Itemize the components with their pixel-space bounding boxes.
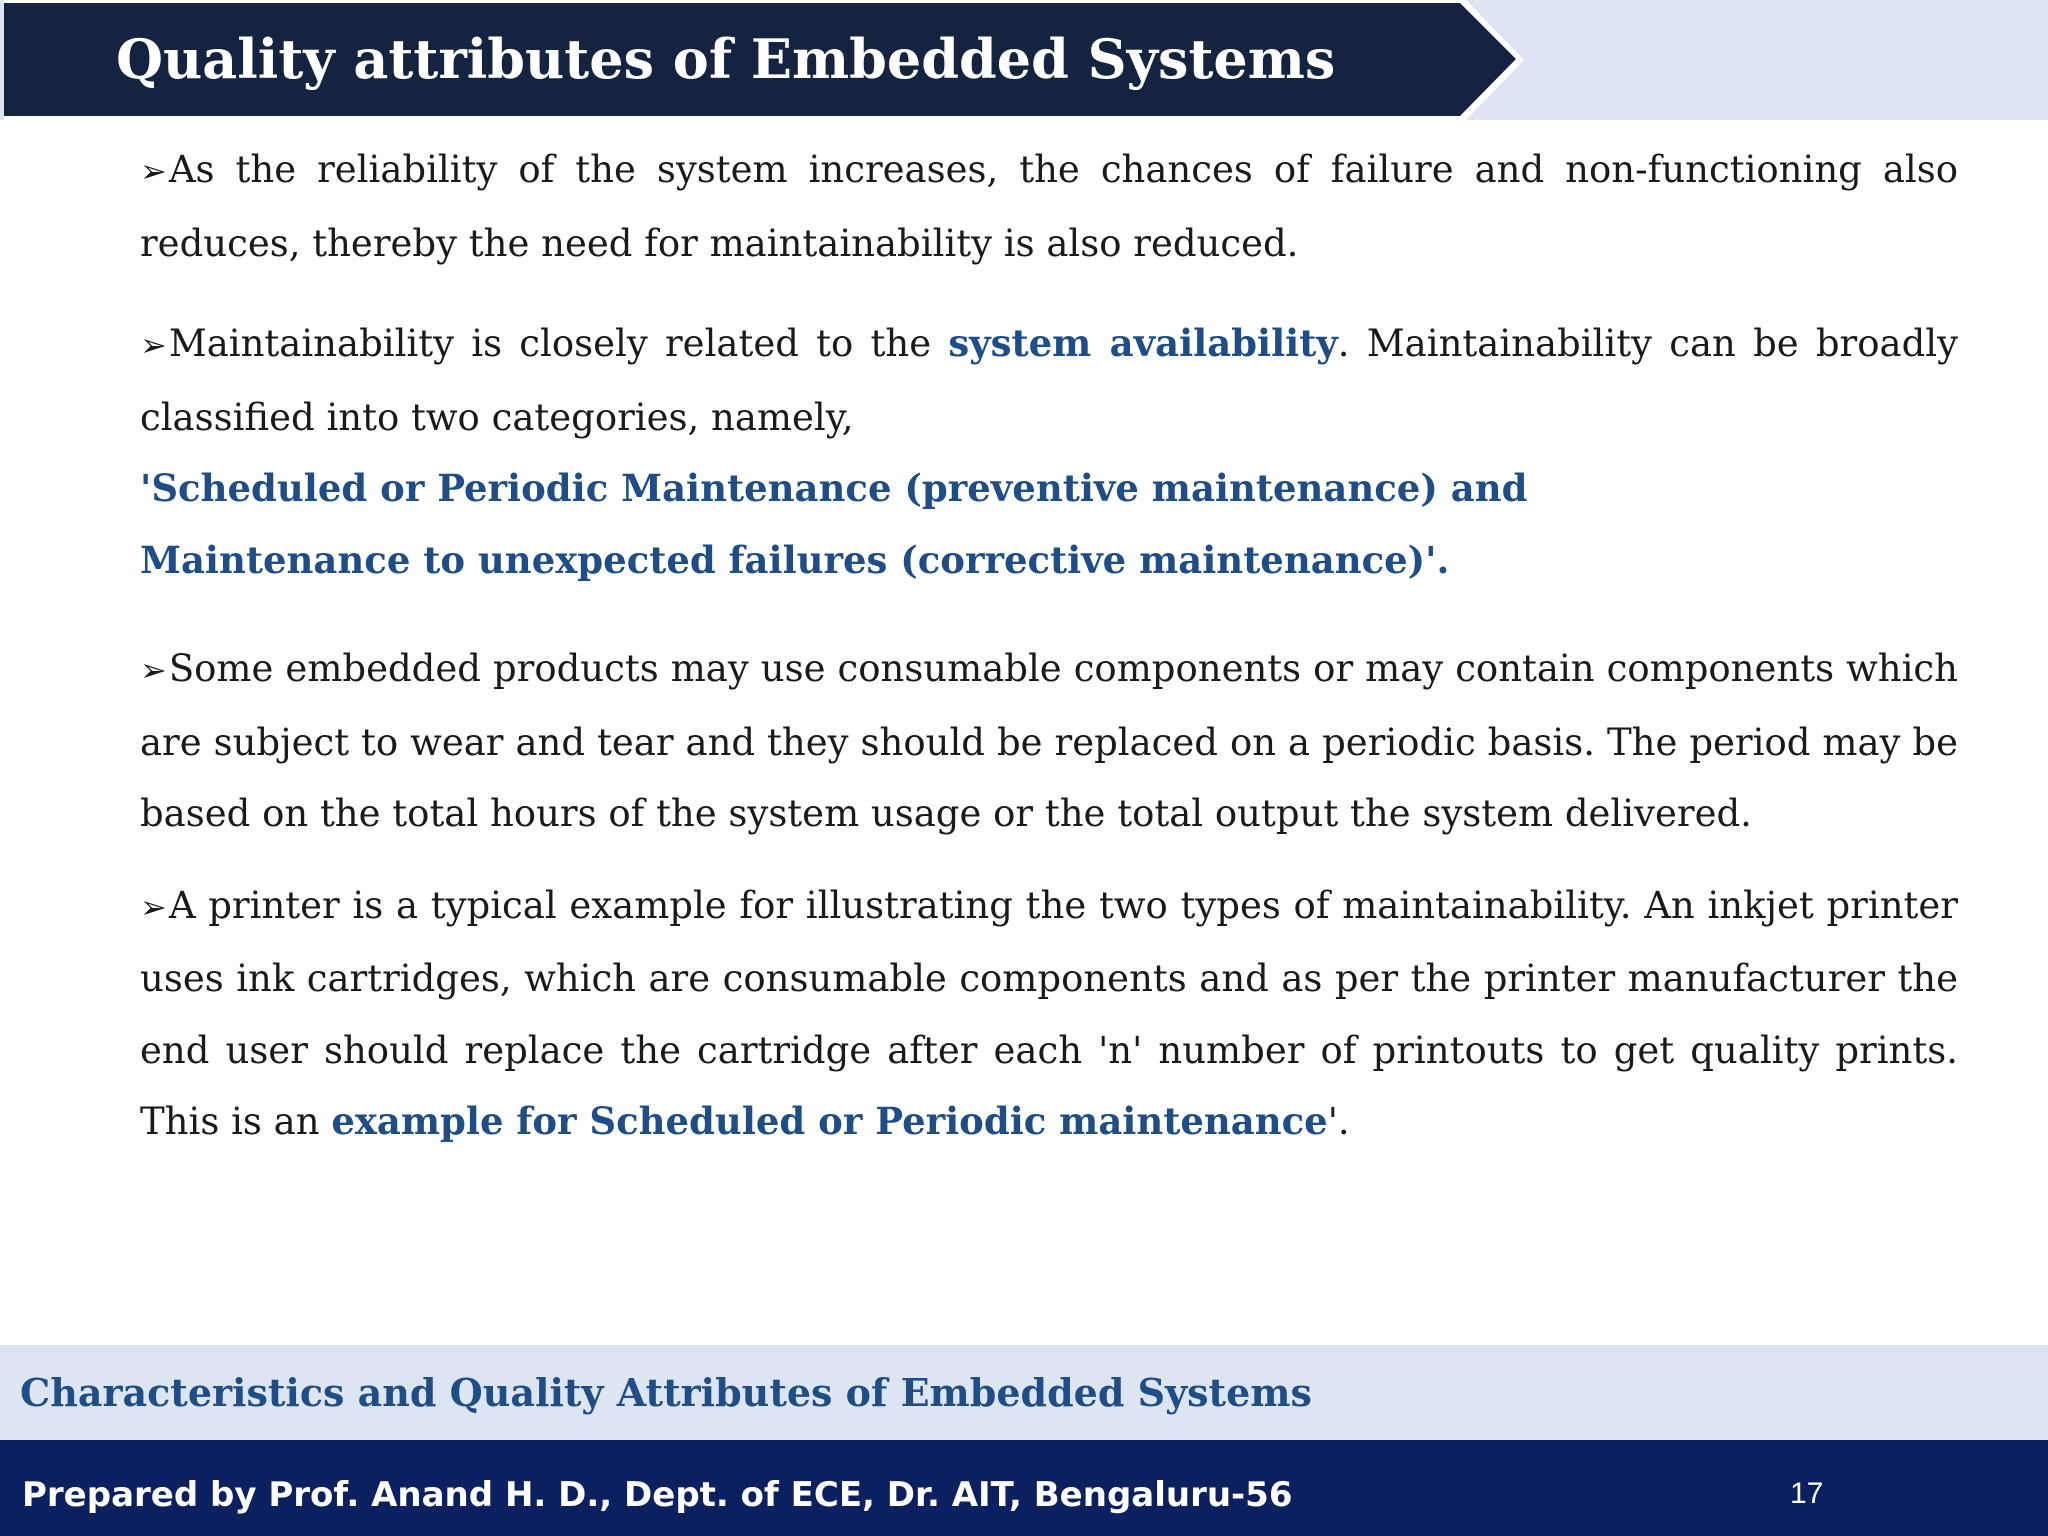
page-number: 17	[1790, 1477, 1824, 1510]
bullet-paragraph-maintainability	[140, 308, 1958, 453]
footer-subject-title: Characteristics and Quality Attributes of Embedded Systems	[20, 1370, 1312, 1415]
arrow-bullet-icon: ➢	[140, 887, 167, 926]
arrow-bullet-icon: ➢	[140, 152, 167, 190]
category-preventive-maintenance: 'Scheduled or Periodic Maintenance (preventive maintenance) and	[140, 466, 1528, 510]
bullet-paragraph-reliability	[140, 134, 1958, 279]
footer-credit: Prepared by Prof. Anand H. D., Dept. of ECE, Dr. AIT, Bengaluru-56	[22, 1475, 1293, 1515]
category-corrective-maintenance: Maintenance to unexpected failures (corrective maintenance)'.	[140, 537, 1450, 582]
paragraph-text: A printer is a typical example for illustrating the two types of maintainability. An inkjet printer uses ink cartridges, which are consumable components and as per the printer manufacturer the end user should replace the cartridge after each 'n' number of printouts to get quality prints. This is an	[140, 883, 1958, 1143]
slide-content	[140, 134, 1958, 1158]
arrow-bullet-icon: ➢	[140, 651, 167, 689]
paragraph-text: As the reliability of the system increases, the chances of failure and non-functioning also reduces, thereby the need for maintainability is also reduced.	[140, 148, 1958, 265]
bullet-paragraph-consumables	[140, 633, 1958, 850]
paragraph-text: Some embedded products may use consumable components or may contain components which are subject to wear and tear and they should be replaced on a periodic basis. The period may be based on the total hours of the system usage or the total output the system delivered.	[140, 647, 1958, 835]
arrow-bullet-icon: ➢	[140, 326, 167, 364]
paragraph-text: Maintainability is closely related to the	[168, 322, 949, 365]
highlight-system-availability: system availability	[948, 321, 1338, 365]
paragraph-text: '.	[1327, 1100, 1350, 1143]
paragraph-text: . Maintainability can be broadly classified into two categories, namely,	[140, 322, 1959, 439]
highlight-scheduled-maintenance-example: example for Scheduled or Periodic maintenance	[331, 1099, 1328, 1143]
bullet-paragraph-printer-example	[140, 870, 1958, 1158]
slide-title: Quality attributes of Embedded Systems	[116, 27, 1336, 91]
